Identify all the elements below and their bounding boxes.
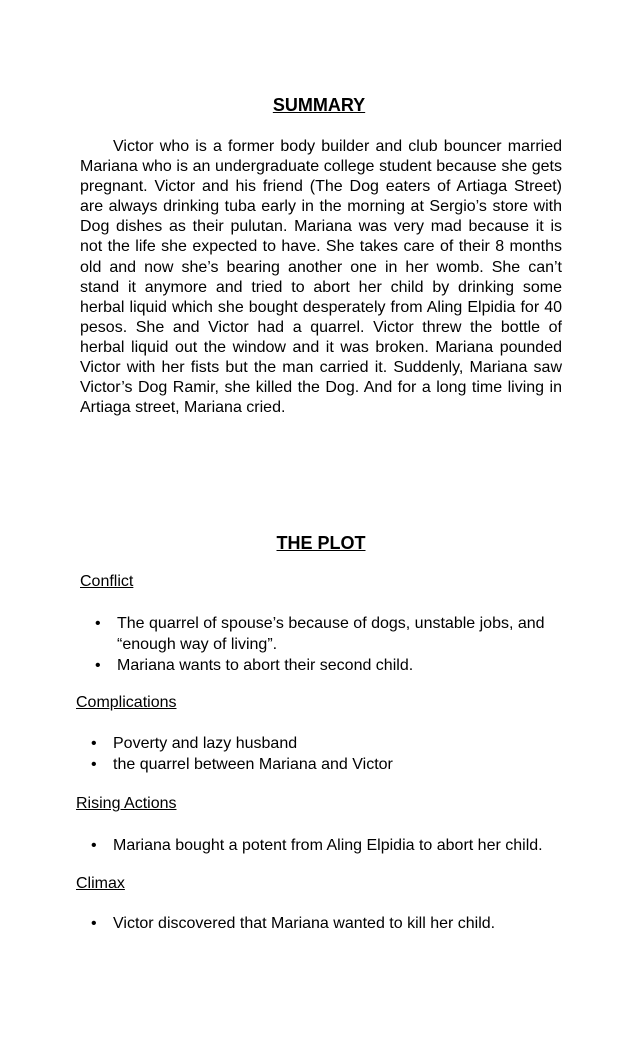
bullet-icon: •	[91, 837, 97, 854]
list-item-text: the quarrel between Mariana and Victor	[113, 756, 393, 773]
conflict-label: Conflict	[80, 573, 134, 590]
list-item	[95, 613, 567, 655]
list-item	[91, 754, 563, 775]
rising-actions-label: Rising Actions	[76, 795, 177, 812]
climax-label: Climax	[76, 875, 125, 892]
bullet-icon: •	[95, 657, 101, 674]
list-item	[95, 655, 567, 676]
list-item-text: The quarrel of spouse’s because of dogs, unstable jobs, and “enough way of living”.	[117, 615, 545, 653]
list-item-text: Poverty and lazy husband	[113, 735, 298, 752]
plot-heading: THE PLOT	[276, 533, 366, 553]
complications-label: Complications	[76, 694, 177, 711]
bullet-icon: •	[91, 735, 97, 752]
conflict-list	[95, 613, 567, 676]
list-item-text: Victor discovered that Mariana wanted to kill her child.	[113, 915, 496, 932]
bullet-icon: •	[91, 756, 97, 773]
list-item-text: Mariana bought a potent from Aling Elpidia to abort her child.	[113, 837, 543, 854]
list-item	[91, 913, 583, 934]
list-item-text: Mariana wants to abort their second child.	[117, 657, 414, 674]
bullet-icon: •	[91, 915, 97, 932]
summary-heading: SUMMARY	[272, 95, 366, 115]
list-item	[91, 733, 563, 754]
complications-list	[91, 733, 563, 775]
summary-paragraph: Victor who is a former body builder and club bouncer married Mariana who is an undergraduate college student because she gets pregnant. Victor and his friend (The Dog eaters of Artiaga Street) are always drinking tuba early in the morning at Sergio’s store with Dog dishes as their pulutan. Mariana was very mad because it is not the life she expected to have. She takes care of their 8 months old and now she’s bearing another one in her womb. She can’t stand it anymore and tried to abort her child by drinking some herbal liquid which she bought desperately from Aling Elpidia for 40 pesos. She and Victor had a quarrel. Victor threw the bottle of herbal liquid out the window and it was broken. Mariana pounded Victor with her fists but the man carried it. Suddenly, Mariana saw Victor’s Dog Ramir, she killed the Dog. And for a long time living in Artiaga street, Mariana cried.	[80, 138, 562, 417]
bullet-icon: •	[95, 615, 101, 632]
list-item	[91, 835, 583, 856]
climax-list	[91, 913, 583, 934]
rising-actions-list	[91, 835, 583, 856]
